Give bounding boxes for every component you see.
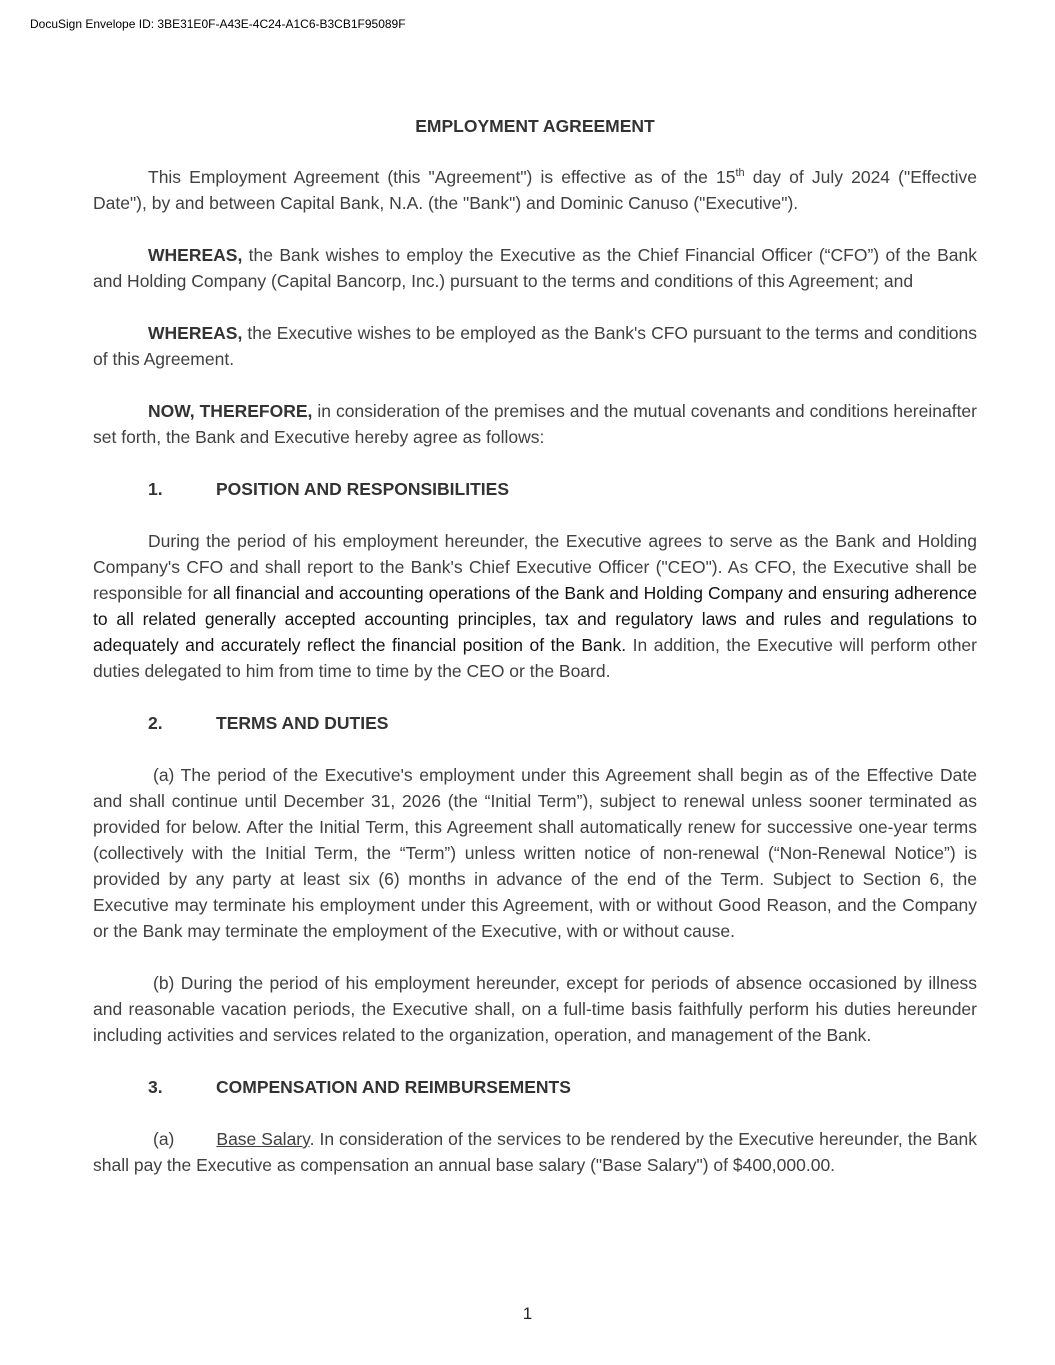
section-3-number: 3. bbox=[148, 1077, 163, 1097]
page-number: 1 bbox=[522, 1304, 533, 1323]
section-2-title: TERMS AND DUTIES bbox=[216, 713, 389, 733]
now-therefore-paragraph bbox=[93, 398, 977, 450]
section-3-label: (a) bbox=[153, 1129, 175, 1149]
whereas-lead-1: WHEREAS, bbox=[148, 245, 243, 265]
section-1-number: 1. bbox=[148, 479, 163, 499]
intro-paragraph bbox=[93, 164, 977, 216]
whereas-text-2: the Executive wishes to be employed as the Bank's CFO pursuant to the terms and conditions of this Agreement. bbox=[93, 323, 977, 369]
section-3-text: . In consideration of the services to be rendered by the Executive hereunder, the Bank shall pay the Executive as compensation an annual base salary ("Base Salary") of $400,000.00. bbox=[93, 1129, 977, 1175]
document-title: EMPLOYMENT AGREEMENT bbox=[415, 116, 655, 136]
agreement-body bbox=[93, 113, 977, 1204]
section-1-paragraph bbox=[93, 528, 977, 684]
docusign-envelope-id: DocuSign Envelope ID: 3BE31E0F-A43E-4C24-A1C6-B3CB1F95089F bbox=[30, 17, 406, 31]
base-salary-subheading: Base Salary bbox=[216, 1129, 310, 1149]
section-1-text-b: all financial and accounting operations of the Bank and Holding Company and ensuring adherence to all related generally accepted accounting principles, tax and regulatory laws and rules and regulations to adequately and accurately reflect the financial position of the Bank. bbox=[93, 583, 977, 655]
section-3-title: COMPENSATION AND REIMBURSEMENTS bbox=[216, 1077, 571, 1097]
whereas-paragraph-1 bbox=[93, 242, 977, 294]
section-2-number: 2. bbox=[148, 713, 163, 733]
intro-text-2: day of July 2024 ("Effective Date"), by and between Capital Bank, N.A. (the "Bank") and Dominic Canuso ("Executive"). bbox=[93, 167, 977, 213]
whereas-paragraph-2 bbox=[93, 320, 977, 372]
section-3-heading bbox=[148, 1074, 977, 1100]
section-2-paragraph-b: (b) During the period of his employment hereunder, except for periods of absence occasioned by illness and reasonable vacation periods, the Executive shall, on a full-time basis faithfully perform his duties hereunder including activities and services related to the organization, operation, and management of the Bank. bbox=[93, 973, 977, 1045]
now-therefore-lead: NOW, THEREFORE, bbox=[148, 401, 313, 421]
intro-text-1: This Employment Agreement (this "Agreement") is effective as of the 15 bbox=[148, 167, 736, 187]
section-2-heading bbox=[148, 710, 977, 736]
section-2-paragraph-a: (a) The period of the Executive's employment under this Agreement shall begin as of the Effective Date and shall continue until December 31, 2026 (the “Initial Term”), subject to renewal unless sooner terminated as provided for below. After the Initial Term, this Agreement shall automatically renew for successive one-year terms (collectively with the Initial Term, the “Term”) unless written notice of non-renewal (“Non-Renewal Notice”) is provided by any party at least six (6) months in advance of the end of the Term. Subject to Section 6, the Executive may terminate his employment under this Agreement, with or without Good Reason, and the Company or the Bank may terminate the employment of the Executive, with or without cause. bbox=[93, 765, 977, 941]
section-3-paragraph-a bbox=[93, 1126, 977, 1178]
whereas-text-1: the Bank wishes to employ the Executive as the Chief Financial Officer (“CFO”) of the Bank and Holding Company (Capital Bancorp, Inc.) pursuant to the terms and conditions of this Agreement; and bbox=[93, 245, 977, 291]
section-1-heading bbox=[148, 476, 977, 502]
intro-superscript: th bbox=[735, 167, 745, 180]
section-1-title: POSITION AND RESPONSIBILITIES bbox=[216, 479, 509, 499]
section-1-text-c: In addition, the Executive will perform other duties delegated to him from time to time by the CEO or the Board. bbox=[93, 635, 977, 681]
now-therefore-text: in consideration of the premises and the mutual covenants and conditions hereinafter set forth, the Bank and Executive hereby agree as follows: bbox=[93, 401, 977, 447]
section-1-text-a: During the period of his employment hereunder, the Executive agrees to serve as the Bank and Holding Company's CFO and shall report to the Bank's Chief Executive Officer ("CEO"). As CFO, the Executive shall be responsible for bbox=[93, 531, 977, 603]
whereas-lead-2: WHEREAS, bbox=[148, 323, 243, 343]
